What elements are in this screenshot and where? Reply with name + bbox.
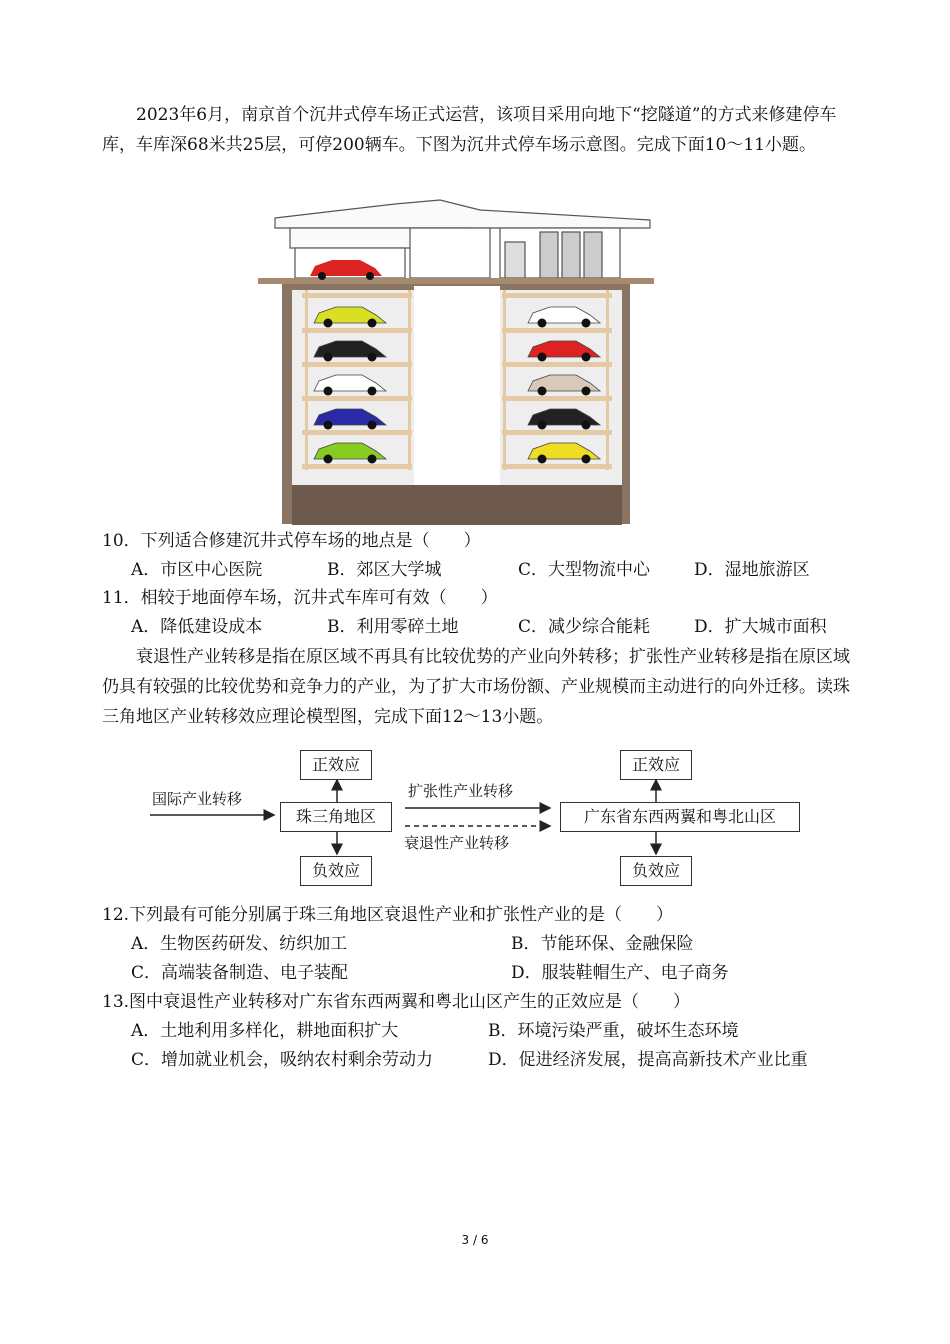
q13-option-c[interactable]: C．增加就业机会，吸纳农村剩余劳动力 [131,1050,434,1070]
q10-stem: 10．下列适合修建沉井式停车场的地点是（ ） [102,531,481,551]
q12-stem: 12.下列最有可能分别属于珠三角地区衰退性产业和扩张性产业的是（ ） [102,905,674,925]
q11-option-b[interactable]: B．利用零碎土地 [327,617,459,637]
international-transfer-label: 国际产业转移 [152,790,243,808]
parking-garage-diagram [250,190,662,526]
q11-option-c[interactable]: C．减少综合能耗 [518,617,651,637]
center-tunnel [414,286,500,486]
q13-option-b[interactable]: B．环境污染严重，破坏生态环境 [488,1021,739,1041]
intro-paragraph-1: 2023年6月，南京首个沉井式停车场正式运营，该项目采用向地下“挖隧道”的方式来修建停车库，车库深68米共25层，可停200辆车。下图为沉井式停车场示意图。完成下面10～11小题。 [102,105,837,155]
q10-option-b[interactable]: B．郊区大学城 [327,560,442,580]
prd-region-box: 珠三角地区 [280,802,392,832]
q10-option-a[interactable]: A．市区中心医院 [131,560,263,580]
q13-option-d[interactable]: D．促进经济发展，提高高新技术产业比重 [488,1050,808,1070]
negative-effect-left-box: 负效应 [300,856,372,886]
q11-stem: 11．相较于地面停车场，沉井式车库可有效（ ） [102,588,498,608]
positive-effect-left-box: 正效应 [300,750,372,780]
positive-effect-right-box: 正效应 [620,750,692,780]
ground-surface [258,278,654,284]
q12-option-c[interactable]: C．高端装备制造、电子装配 [131,963,349,983]
q11-option-a[interactable]: A．降低建设成本 [131,617,263,637]
decline-transfer-label: 衰退性产业转移 [404,834,510,852]
q13-option-a[interactable]: A．土地利用多样化，耕地面积扩大 [131,1021,399,1041]
q10-option-c[interactable]: C．大型物流中心 [518,560,651,580]
page-number: 3 / 6 [461,1233,489,1247]
q12-option-b[interactable]: B．节能环保、金融保险 [511,934,694,954]
q12-option-d[interactable]: D．服装鞋帽生产、电子商务 [511,963,729,983]
negative-effect-right-box: 负效应 [620,856,692,886]
industry-transfer-diagram [140,740,812,890]
q12-option-a[interactable]: A．生物医药研发、纺织加工 [131,934,348,954]
target-region-box: 广东省东西两翼和粤北山区 [560,802,800,832]
intro-paragraph-2: 衰退性产业转移是指在原区域不再具有比较优势的产业向外转移；扩张性产业转移是指在原区域仍具有较强的比较优势和竞争力的产业，为了扩大市场份额、产业规模而主动进行的向外迁移。读珠三角地区产业转移效应理论模型图，完成下面12～13小题。 [102,647,850,727]
q13-stem: 13.图中衰退性产业转移对广东省东西两翼和粤北山区产生的正效应是（ ） [102,992,691,1012]
q10-option-d[interactable]: D．湿地旅游区 [694,560,810,580]
q11-option-d[interactable]: D．扩大城市面积 [694,617,827,637]
expansion-transfer-label: 扩张性产业转移 [408,782,514,800]
